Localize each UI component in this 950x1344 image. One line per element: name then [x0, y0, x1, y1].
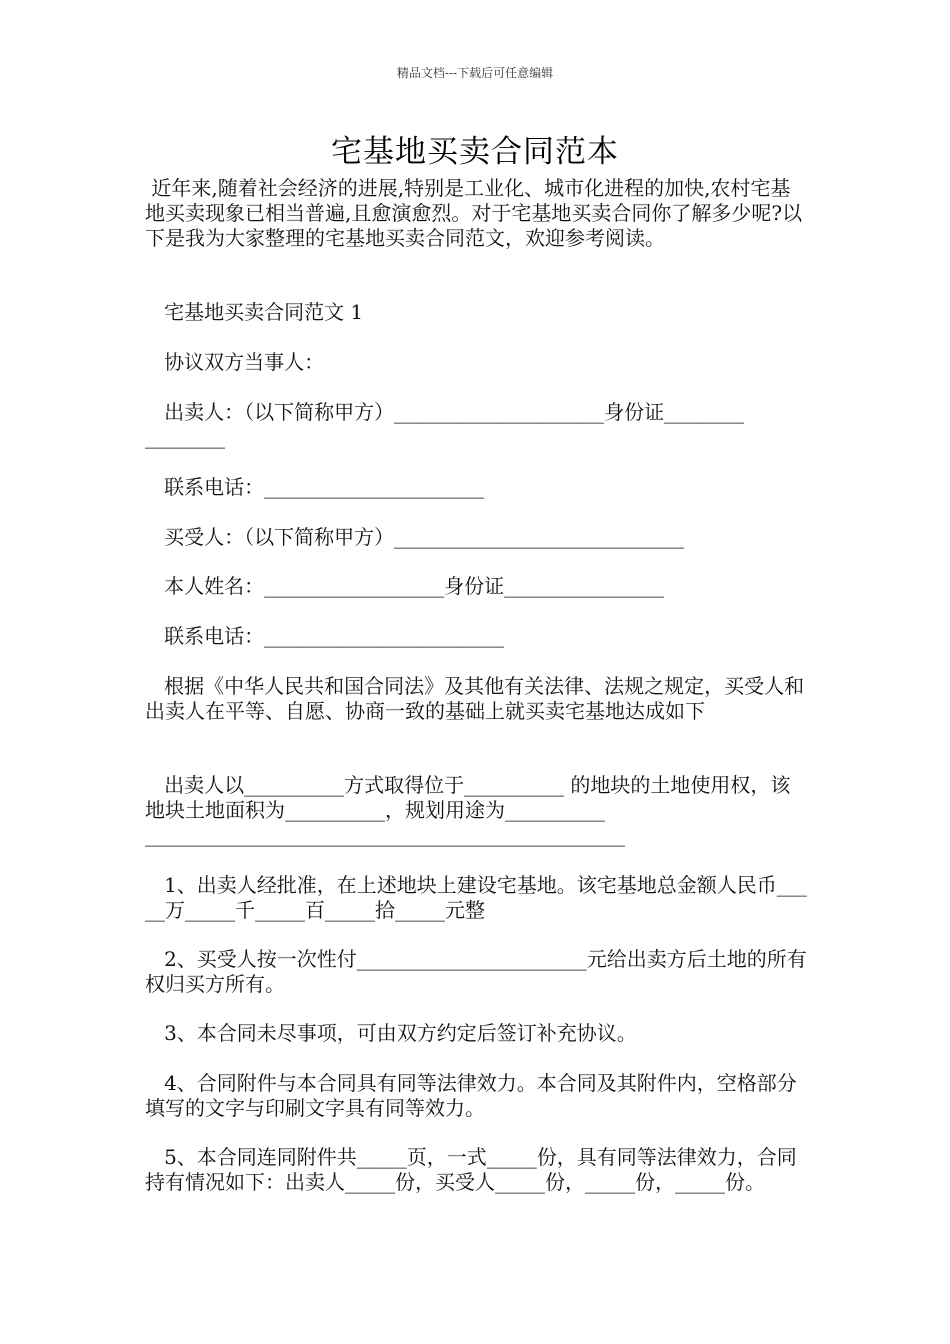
- seller-line-continued: ________: [145, 425, 225, 449]
- clause-5: 5、本合同连同附件共_____页，一式_____份，具有同等法律效力，合同持有情况如下：出卖人_____份，买受人_____份，_____份，_____份。: [145, 1145, 797, 1194]
- section-heading: 宅基地买卖合同范文 1: [145, 300, 364, 324]
- parties-label: 协议双方当事人：: [145, 350, 325, 374]
- intro-paragraph: 近年来,随着社会经济的进展,特别是工业化、城市化进程的加快,农村宅基地买卖现象已相当普遍,且愈演愈烈。对于宅基地买卖合同你了解多少呢?以下是我为大家整理的宅基地买卖合同范文，欢迎参考阅读。: [145, 176, 803, 250]
- buyer-phone-line: 联系电话：________________________: [145, 624, 505, 648]
- clause-2: 2、买受人按一次性付_______________________元给出卖方后土地的所有权归买方所有。: [145, 947, 807, 996]
- clause-4: 4、合同附件与本合同具有同等法律效力。本合同及其附件内，空格部分填写的文字与印刷文字具有同等效力。: [145, 1071, 797, 1120]
- clause-1: 1、出卖人经批准，在上述地块上建设宅基地。该宅基地总金额人民币_____万_____千_____百_____拾_____元整: [145, 873, 807, 922]
- seller-phone-line: 联系电话：______________________: [145, 475, 485, 499]
- seller-line: 出卖人：（以下简称甲方）_____________________身份证________: [145, 400, 745, 424]
- document-title: 宅基地买卖合同范本: [331, 134, 619, 170]
- legal-basis-paragraph: 根据《中华人民共和国合同法》及其他有关法律、法规之规定，买受人和出卖人在平等、自愿、协商一致的基础上就买卖宅基地达成如下: [145, 674, 805, 723]
- buyer-line: 买受人：（以下简称甲方）_____________________________: [145, 525, 685, 549]
- land-paragraph: 出卖人以__________方式取得位于__________ 的地块的土地使用权，该地块土地面积为__________，规划用途为__________: [145, 773, 791, 822]
- page-header-note: 精品文档---下载后可任意编辑: [396, 66, 554, 80]
- buyer-name-line: 本人姓名：__________________身份证________________: [145, 574, 665, 598]
- clause-3: 3、本合同未尽事项，可由双方约定后签订补充协议。: [145, 1021, 637, 1045]
- land-paragraph-continued: ________________________________________________: [145, 823, 625, 847]
